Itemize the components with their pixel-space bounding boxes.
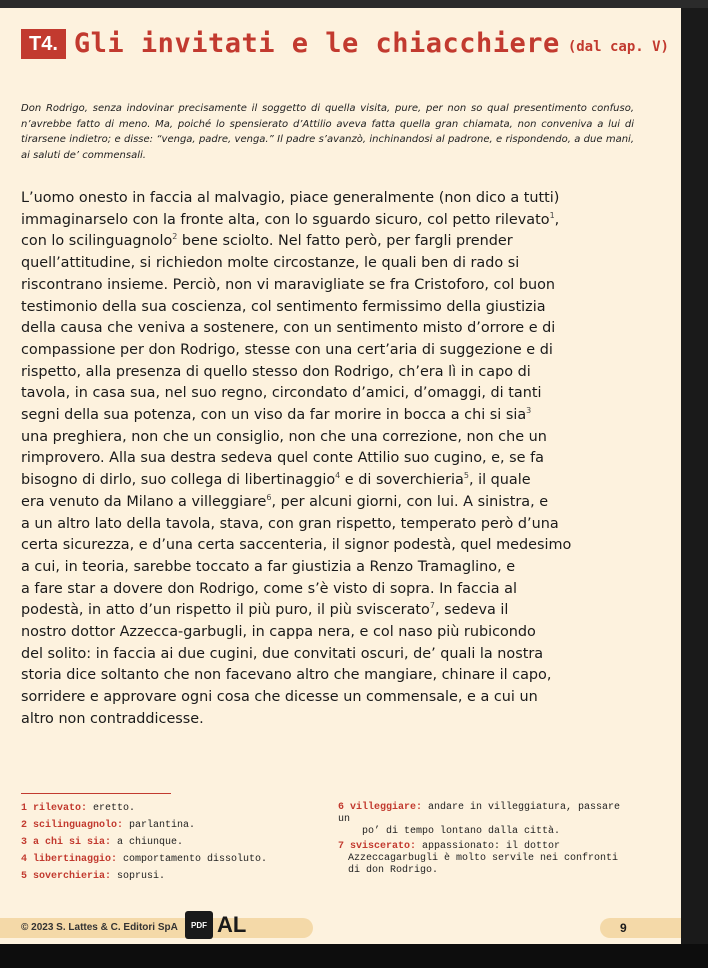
text-span: era venuto da Milano a villeggiare (21, 493, 267, 510)
text-line (21, 405, 641, 427)
text-line: una preghiera, non che un consiglio, non che una correzione, non che un (21, 428, 547, 445)
text-span: , il quale (468, 472, 531, 489)
text-span: bene sciolto. Nel fatto però, per fargli prender (177, 233, 513, 250)
text-line: L’uomo onesto in faccia al malvagio, piace generalmente (non dico a tutti) (21, 190, 560, 206)
section-title: Gli invitati e le chiacchiere (73, 28, 560, 59)
text-line: certa sicurezza, e d’una certa saccenteria, il signor podestà, quel medesimo (21, 537, 572, 554)
text-line: storia dice soltanto che non facevano altro che mangiare, chinare il capo, (21, 667, 552, 684)
footnote-ref: 5 (463, 471, 469, 481)
text-span: , (554, 211, 560, 228)
text-line: a fare star a dovere don Rodrigo, come s’è visto di sopra. In faccia al (21, 580, 517, 597)
footnote-def: soprusi. (111, 871, 166, 882)
text-line: sorridere e approvare ogni cosa che dicesse un commensale, e a cui un (21, 689, 538, 706)
copyright: © 2023 S. Lattes & C. Editori SpA (21, 922, 178, 933)
footnote-def: appassionato: il dottor (416, 841, 561, 852)
footnote (338, 802, 638, 838)
text-span: con lo scilinguagnolo (21, 233, 173, 250)
footnote-term: 6 villeggiare: (338, 802, 423, 813)
section-subtitle: (dal cap. V) (567, 38, 669, 55)
footnote-def: eretto. (87, 803, 136, 814)
footnote (21, 802, 267, 816)
intro-paragraph: Don Rodrigo, senza indovinar precisamente il soggetto di quella visita, pure, per non so qual presentimento confuso, n’avrebbe fatto di meno. Ma, poiché lo spensierato d’Attilio aveva fatta quella gran chiamata, non conveniva a lui di tirarsene indietro; e disse: “venga, padre, venga.” Il padre s’avanzò, inchinandosi al padrone, e rispondendo, a due mani, ai saluti de’ commensali. (21, 103, 634, 161)
footnote (21, 870, 267, 884)
text-line (21, 231, 641, 253)
section-badge: T4. (21, 29, 66, 59)
footnote-term: 4 libertinaggio: (21, 854, 118, 865)
footnote-ref: 1 (549, 210, 555, 220)
footnote (338, 841, 638, 877)
text-line: nostro dottor Azzecca-garbugli, in cappa nera, e col naso più rubicondo (21, 624, 536, 641)
text-line: a cui, in teoria, sarebbe toccato a far giustizia a Renzo Tramaglino, e (21, 558, 516, 575)
text-line: del solito: in faccia ai due cugini, due convitati oscuri, de’ quali la nostra (21, 645, 544, 662)
page-number: 9 (620, 921, 627, 935)
text-line: a un altro lato della tavola, stava, con gran rispetto, temperato però d’una (21, 515, 559, 532)
text-span: , sedeva il (434, 602, 509, 619)
footnote-ref: 7 (429, 601, 435, 611)
text-line: riscontrano insieme. Perciò, non vi maravigliate se fra Cristoforo, col buon (21, 276, 556, 293)
text-span: podestà, in atto d’un rispetto il più puro, il più sviscerato (21, 602, 430, 619)
text-span: e di soverchieria (340, 472, 464, 489)
text-line: tavola, in casa sua, nel suo regno, circondato d’amici, d’omaggi, di tanti (21, 385, 542, 402)
footnote-def: a chiunque. (111, 837, 184, 848)
main-text (21, 188, 641, 731)
footnotes-left (21, 802, 267, 887)
text-line: compassione per don Rodrigo, stesse con una cert’aria di suggezione e di (21, 341, 553, 358)
text-span: segni della sua potenza, con un viso da far morire in bocca a chi si sia (21, 407, 527, 424)
footnote-def-cont: po’ di tempo lontano dalla città. (362, 826, 561, 837)
footnote (21, 853, 267, 867)
footnote-def-cont: di don Rodrigo. (348, 865, 439, 876)
footnote-term: 7 sviscerato: (338, 841, 417, 852)
section-header (21, 28, 669, 59)
footnote (21, 836, 267, 850)
text-line (21, 600, 641, 622)
footnote-ref: 6 (266, 493, 272, 503)
document-page (0, 8, 681, 944)
publisher-logo (185, 911, 246, 939)
footer-band-right (600, 918, 681, 938)
text-line: altro non contraddicesse. (21, 710, 204, 727)
footnote-def: andare in villeggiatura, passare un (338, 802, 621, 825)
footnote-term: 3 a chi si sia: (21, 837, 112, 848)
pdf-icon: PDF (185, 911, 213, 939)
footnote-def-cont: Azzeccagarbugli è molto servile nei confronti (348, 853, 619, 864)
text-line (21, 492, 641, 514)
text-line: rimprovero. Alla sua destra sedeva quel conte Attilio suo cugino, e, se fa (21, 450, 544, 467)
right-border (681, 8, 708, 944)
footnote-ref: 3 (526, 406, 532, 416)
footnote-ref: 2 (172, 232, 178, 242)
logo-text: AL (217, 912, 247, 937)
footnote-def: comportamento dissoluto. (117, 854, 268, 865)
footnote-def: parlantina. (123, 820, 196, 831)
text-line: testimonio della sua coscienza, col sentimento fermissimo della giustizia (21, 298, 546, 315)
text-line: rispetto, alla presenza di quello stesso don Rodrigo, ch’era lì in capo di (21, 363, 531, 380)
footnote-term: 5 soverchieria: (21, 871, 112, 882)
footnote-term: 2 scilinguagnolo: (21, 820, 124, 831)
text-span: , per alcuni giorni, con lui. A sinistra, e (271, 493, 549, 510)
footnote (21, 819, 267, 833)
footnote-term: 1 rilevato: (21, 803, 88, 814)
footnotes-right (338, 802, 638, 880)
text-line: quell’attitudine, si richiedon molte circostanze, le quali ben di rado si (21, 255, 520, 272)
text-line (21, 210, 641, 232)
text-span: immaginarselo con la fronte alta, con lo sguardo sicuro, col petto rilevato (21, 211, 550, 228)
top-border (0, 0, 708, 8)
text-line (21, 470, 641, 492)
footnote-ref: 4 (335, 471, 341, 481)
text-span: bisogno di dirlo, suo collega di libertinaggio (21, 472, 336, 489)
text-line: della causa che veniva a sostenere, con un sentimento misto d’orrore e di (21, 320, 556, 337)
page-footer (0, 912, 681, 938)
footnote-divider (21, 793, 171, 794)
